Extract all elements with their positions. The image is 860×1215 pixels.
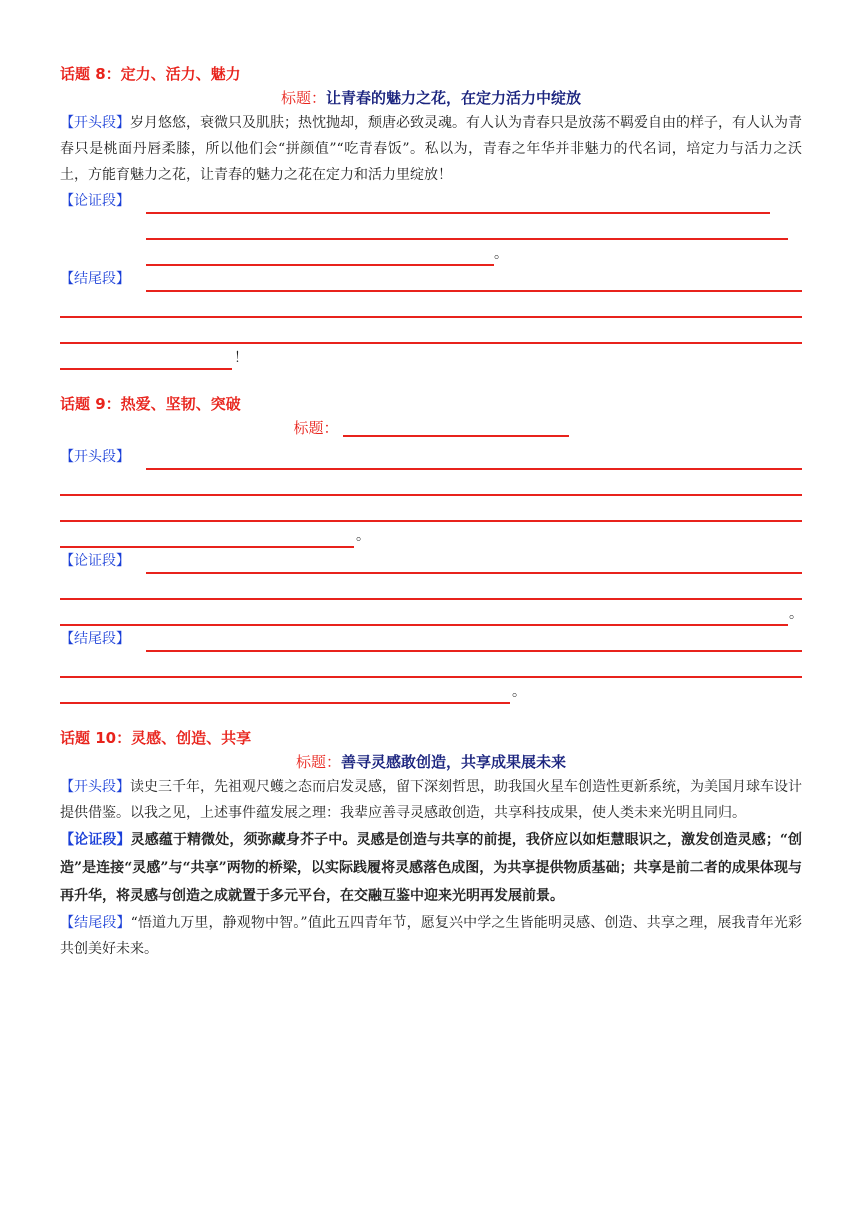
topic-8-ending-end: ！ [234, 350, 248, 366]
topic-8-argument-blank-3[interactable] [146, 244, 494, 266]
topic-10-ending-tag: 【结尾段】 [60, 915, 131, 931]
topic-9-opening-tag: 【开头段】 [60, 449, 130, 465]
topic-8-argument-end: 。 [494, 246, 508, 262]
topic-8-ending-row-1 [60, 266, 802, 292]
topic-9-heading: 话题 9：热爱、坚韧、突破 [60, 395, 241, 413]
topic-9-argument-row-1 [60, 548, 802, 574]
topic-9-ending-blank-1[interactable] [146, 630, 802, 652]
topic-8-ending-row-2 [60, 292, 802, 318]
topic-9-opening-end: 。 [356, 528, 370, 544]
topic-8-ending-blank-4[interactable] [60, 348, 232, 370]
topic-9-argument-row-3 [60, 600, 802, 626]
topic-9-ending-row-3 [60, 678, 802, 704]
topic-8-title: 让青春的魅力之花，在定力活力中绽放 [326, 89, 582, 107]
topic-9-argument-end: 。 [789, 606, 803, 622]
topic-9-opening-blank-2[interactable] [60, 474, 802, 496]
topic-9-argument-blank-2[interactable] [60, 578, 802, 600]
topic-10-opening-paragraph [60, 774, 802, 826]
topic-10-opening-text: 读史三千年，先祖观尺蠖之态而启发灵感，留下深刻哲思，助我国火星车创造性更新系统，为美国月球车设计提供借鉴。以我之见，上述事件蕴发展之理：我辈应善寻灵感敢创造，共享科技成果，使人类未来光明且同归。 [60, 779, 802, 821]
topic-8-argument-tag: 【论证段】 [60, 193, 130, 209]
topic-8-title-line [60, 86, 802, 110]
topic-8-argument-row-2 [60, 214, 802, 240]
topic-9-ending-row-2 [60, 652, 802, 678]
topic-9-argument-blank-3[interactable] [60, 604, 788, 626]
topic-9-ending-row-1 [60, 626, 802, 652]
topic-10-argument-tag: 【论证段】 [60, 832, 131, 848]
topic-10-title-line [60, 750, 802, 774]
topic-10-section [60, 726, 802, 962]
topic-8-opening-tag: 【开头段】 [60, 115, 130, 131]
topic-10-opening-tag: 【开头段】 [60, 779, 130, 795]
topic-10-title: 善寻灵感敢创造，共享成果展未来 [341, 753, 567, 771]
topic-9-title-blank[interactable] [343, 417, 569, 437]
topic-9-opening-row-1 [60, 444, 802, 470]
topic-8-ending-blank-3[interactable] [60, 322, 802, 344]
section-gap [60, 704, 802, 726]
topic-9-section [60, 392, 802, 704]
topic-8-opening-paragraph [60, 110, 802, 188]
topic-8-ending-blank-1[interactable] [146, 270, 802, 292]
topic-9-argument-tag: 【论证段】 [60, 553, 130, 569]
topic-9-opening-row-2 [60, 470, 802, 496]
topic-9-title-label: 标题： [293, 419, 339, 437]
topic-8-ending-blank-2[interactable] [60, 296, 802, 318]
topic-8-heading: 话题 8：定力、活力、魅力 [60, 65, 241, 83]
topic-9-opening-row-3 [60, 496, 802, 522]
topic-8-opening-text: 岁月悠悠，衰微只及肌肤；热忱抛却，颓唐必致灵魂。有人认为青春只是放荡不羁爱自由的样子，有人认为青春只是桃面丹唇柔膝，所以他们会“拼颜值”“吃青春饭”。私以为，青春之年华并非魅力的代名词，培定力与活力之沃土，方能育魅力之花，让青春的魅力之花在定力和活力里绽放！ [60, 115, 802, 183]
topic-9-argument-row-2 [60, 574, 802, 600]
topic-8-ending-row-3 [60, 318, 802, 344]
topic-9-argument-blank-1[interactable] [146, 552, 802, 574]
topic-10-argument-text: 灵感蕴于精微处，须弥藏身芥子中。灵感是创造与共享的前提，我侪应以如炬慧眼识之，激发创造灵感；“创造”是连接“灵感”与“共享”两物的桥梁，以实际践履将灵感落色成图，为共享提供物质基础；共享是前二者的成果体现与再升华，将灵感与创造之成就置于多元平台，在交融互鉴中迎来光明再发展前景。 [60, 832, 802, 904]
topic-9-opening-blank-3[interactable] [60, 500, 802, 522]
topic-8-section [60, 62, 802, 370]
topic-9-ending-blank-3[interactable] [60, 682, 510, 704]
topic-8-title-label: 标题： [280, 89, 326, 107]
topic-10-ending-text: “悟道九万里，静观物中智。”值此五四青年节，愿复兴中学之生皆能明灵感、创造、共享之理，展我青年光彩共创美好未来。 [60, 915, 803, 957]
topic-9-ending-tag: 【结尾段】 [60, 631, 130, 647]
topic-8-ending-tag: 【结尾段】 [60, 271, 130, 287]
worksheet-page [60, 62, 802, 962]
topic-10-heading: 话题 10：灵感、创造、共享 [60, 729, 252, 747]
topic-9-title-line [60, 416, 802, 444]
topic-10-argument-paragraph [60, 826, 802, 910]
topic-9-ending-end: 。 [512, 684, 526, 700]
topic-8-ending-row-4 [60, 344, 802, 370]
topic-9-opening-blank-4[interactable] [60, 526, 354, 548]
topic-9-opening-row-4 [60, 522, 802, 548]
topic-8-argument-blank-2[interactable] [146, 218, 788, 240]
topic-10-ending-paragraph [60, 910, 802, 962]
topic-9-ending-blank-2[interactable] [60, 656, 802, 678]
topic-10-title-label: 标题： [295, 753, 341, 771]
topic-8-argument-blank-1[interactable] [146, 192, 770, 214]
topic-9-opening-blank-1[interactable] [146, 448, 802, 470]
topic-8-argument-row-3 [60, 240, 802, 266]
topic-8-argument-row-1 [60, 188, 802, 214]
section-gap [60, 370, 802, 392]
